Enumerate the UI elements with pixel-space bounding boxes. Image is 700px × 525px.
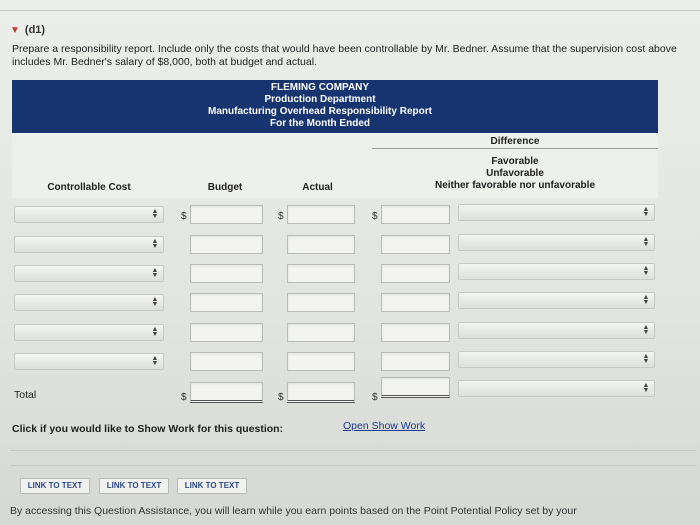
select-arrows-icon: ▲ ▼ — [642, 353, 650, 365]
total-budget-dollar: $ — [181, 392, 187, 403]
total-budget-input[interactable] — [190, 382, 263, 403]
total-difference-dollar: $ — [372, 392, 378, 403]
difference-type-select[interactable] — [458, 292, 655, 309]
difference-type-select[interactable] — [458, 234, 655, 251]
difference-type-select[interactable] — [458, 263, 655, 280]
difference-input[interactable] — [381, 293, 450, 312]
difference-input[interactable] — [381, 323, 450, 342]
section-toggle[interactable] — [10, 24, 45, 36]
link-to-text-button[interactable]: LINK TO TEXT — [99, 478, 169, 494]
difference-input[interactable] — [381, 235, 450, 254]
budget-input[interactable] — [190, 352, 263, 371]
col-budget: Budget — [207, 182, 243, 193]
select-arrows-icon: ▲ ▼ — [642, 236, 650, 248]
select-arrows-icon: ▲ ▼ — [642, 324, 650, 336]
difference-type-select[interactable] — [458, 204, 655, 221]
budget-input[interactable] — [190, 235, 263, 254]
budget-input[interactable] — [190, 293, 263, 312]
department-name: Production Department — [264, 94, 376, 105]
diff-favorable: Favorable — [491, 156, 539, 167]
col-controllable-cost: Controllable Cost — [47, 182, 131, 193]
divider — [10, 465, 696, 466]
show-work-prompt: Click if you would like to Show Work for this question: — [12, 423, 284, 435]
select-arrows-icon: ▲ ▼ — [151, 208, 159, 220]
difference-dollar: $ — [372, 211, 378, 222]
actual-input[interactable] — [287, 235, 355, 254]
select-arrows-icon: ▲ ▼ — [151, 355, 159, 367]
cost-select[interactable] — [14, 236, 164, 253]
actual-input[interactable] — [287, 293, 355, 312]
report-period: For the Month Ended — [270, 118, 370, 129]
question-assistance-note: By accessing this Question Assistance, you will learn while you earn points based on the Point Potential Policy set by your — [10, 505, 577, 517]
cost-select[interactable] — [14, 294, 164, 311]
budget-dollar: $ — [181, 211, 187, 222]
difference-input[interactable] — [381, 264, 450, 283]
select-arrows-icon: ▲ ▼ — [642, 265, 650, 277]
diff-unfavorable: Unfavorable — [486, 168, 544, 179]
report-title: Manufacturing Overhead Responsibility Report — [208, 106, 432, 117]
company-name: FLEMING COMPANY — [270, 82, 370, 93]
budget-input[interactable] — [190, 323, 263, 342]
col-actual: Actual — [302, 182, 333, 193]
col-difference: Difference — [490, 136, 540, 147]
difference-input[interactable] — [381, 205, 450, 224]
actual-dollar: $ — [278, 211, 284, 222]
report-header — [12, 80, 658, 133]
difference-type-select[interactable] — [458, 322, 655, 339]
open-show-work-link[interactable]: Open Show Work — [343, 420, 426, 432]
total-actual-input[interactable] — [287, 382, 355, 403]
select-arrows-icon: ▲ ▼ — [151, 267, 159, 279]
link-to-text-button[interactable]: LINK TO TEXT — [20, 478, 90, 494]
select-arrows-icon: ▲ ▼ — [642, 294, 650, 306]
budget-input[interactable] — [190, 205, 263, 224]
link-to-text-button[interactable]: LINK TO TEXT — [177, 478, 247, 494]
select-arrows-icon: ▲ ▼ — [151, 326, 159, 338]
actual-input[interactable] — [287, 352, 355, 371]
section-label: (d1) — [24, 24, 46, 36]
budget-input[interactable] — [190, 264, 263, 283]
diff-neither: Neither favorable nor unfavorable — [434, 180, 596, 191]
total-difference-type-select[interactable] — [458, 380, 655, 397]
select-arrows-icon: ▲ ▼ — [642, 206, 650, 218]
difference-divider — [372, 148, 658, 149]
total-label: Total — [14, 389, 37, 401]
cost-select[interactable] — [14, 353, 164, 370]
difference-input[interactable] — [381, 352, 450, 371]
actual-input[interactable] — [287, 205, 355, 224]
top-divider — [0, 10, 700, 11]
select-arrows-icon: ▲ ▼ — [151, 238, 159, 250]
total-difference-input[interactable] — [381, 377, 450, 398]
caret-down-icon: ▼ — [10, 25, 20, 36]
difference-type-select[interactable] — [458, 351, 655, 368]
total-actual-dollar: $ — [278, 392, 284, 403]
cost-select[interactable] — [14, 265, 164, 282]
select-arrows-icon: ▲ ▼ — [642, 382, 650, 394]
instructions: Prepare a responsibility report. Include only the costs that would have been controllable by Mr. Bedner. Assume that the supervision cost above includes Mr. Bedner's salary of $8,000, both at budget and actual. — [12, 43, 677, 68]
cost-select[interactable] — [14, 206, 164, 223]
actual-input[interactable] — [287, 264, 355, 283]
actual-input[interactable] — [287, 323, 355, 342]
select-arrows-icon: ▲ ▼ — [151, 296, 159, 308]
cost-select[interactable] — [14, 324, 164, 341]
divider — [10, 450, 696, 451]
